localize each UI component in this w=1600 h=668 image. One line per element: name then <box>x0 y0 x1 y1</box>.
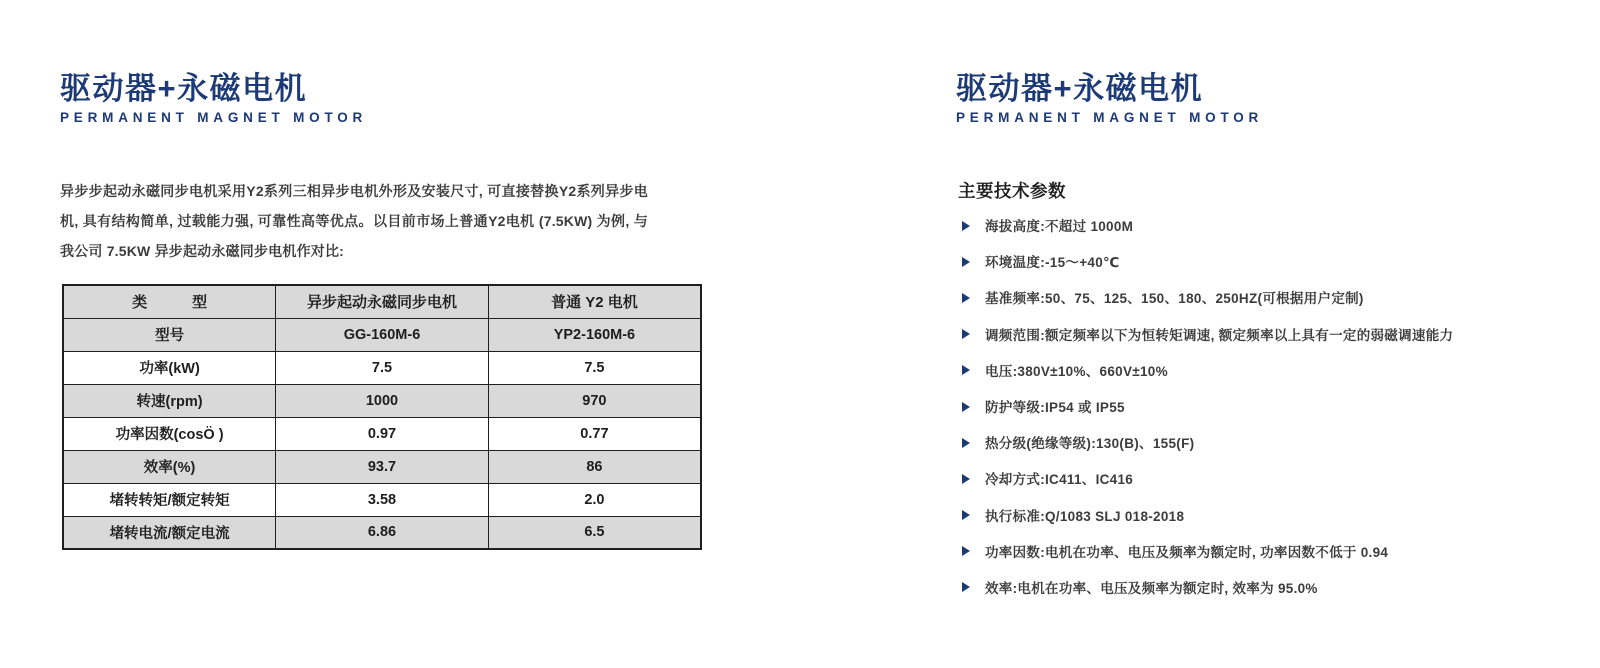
left-page-header <box>60 72 720 125</box>
triangle-bullet-icon <box>962 365 970 375</box>
spec-text: 基准频率:50、75、125、150、180、250HZ(可根据用户定制) <box>985 291 1364 307</box>
table-row <box>63 483 701 516</box>
left-page <box>60 71 720 542</box>
spec-text: 调频范围:额定频率以下为恒转矩调速, 额定频率以上具有一定的弱磁调速能力 <box>985 327 1454 343</box>
col-header-type: 类 型 <box>63 285 276 318</box>
pm-motor-value: GG-160M-6 <box>276 318 489 351</box>
y2-motor-value: 2.0 <box>488 483 701 516</box>
y2-motor-value: 86 <box>488 450 701 483</box>
triangle-bullet-icon <box>962 582 970 592</box>
spec-item <box>962 316 1582 352</box>
table-row <box>63 351 701 384</box>
triangle-bullet-icon <box>962 510 970 520</box>
pm-motor-value: 3.58 <box>276 483 489 516</box>
page-title: 驱动器+永磁电机 <box>60 71 308 106</box>
table-row <box>63 384 701 417</box>
y2-motor-value: 970 <box>488 384 701 417</box>
spec-text: 效率:电机在功率、电压及频率为额定时, 效率为 95.0% <box>985 580 1318 596</box>
triangle-bullet-icon <box>962 438 970 448</box>
page-subtitle: PERMANENT MAGNET MOTOR <box>956 110 1264 125</box>
right-page-header <box>956 72 1586 125</box>
y2-motor-value: 7.5 <box>488 351 701 384</box>
spec-item <box>962 497 1582 533</box>
table-row <box>63 450 701 483</box>
table-row <box>63 516 701 549</box>
row-label: 堵转电流/额定电流 <box>63 516 276 549</box>
table-row <box>63 318 701 351</box>
col-header-y2-motor: 普通 Y2 电机 <box>488 285 701 318</box>
table-row <box>63 417 701 450</box>
table-body <box>63 318 701 549</box>
spec-item <box>962 352 1582 388</box>
triangle-bullet-icon <box>962 546 970 556</box>
row-label: 转速(rpm) <box>63 384 276 417</box>
table-header-row <box>63 285 701 318</box>
spec-item <box>962 207 1582 243</box>
pm-motor-value: 1000 <box>276 384 489 417</box>
motor-comparison-table <box>62 284 702 550</box>
y2-motor-value: 6.5 <box>488 516 701 549</box>
spec-list <box>962 207 1582 605</box>
row-label: 型号 <box>63 318 276 351</box>
intro-paragraph: 异步步起动永磁同步电机采用Y2系列三相异步电机外形及安装尺寸, 可直接替换Y2系列异步电机, 具有结构简单, 过载能力强, 可靠性高等优点。以目前市场上普通Y2电机 (7.5KW) 为例, 与我公司 7.5KW 异步起动永磁同步电机作对比: <box>60 183 648 259</box>
row-label: 功率因数(cosÖ ) <box>63 417 276 450</box>
spec-text: 冷却方式:IC411、IC416 <box>985 472 1134 488</box>
pm-motor-value: 93.7 <box>276 450 489 483</box>
row-label: 功率(kW) <box>63 351 276 384</box>
spec-item <box>962 424 1582 460</box>
pm-motor-value: 0.97 <box>276 417 489 450</box>
triangle-bullet-icon <box>962 402 970 412</box>
page-subtitle: PERMANENT MAGNET MOTOR <box>60 110 368 125</box>
spec-text: 防护等级:IP54 或 IP55 <box>985 400 1125 416</box>
y2-motor-value: 0.77 <box>488 417 701 450</box>
pm-motor-value: 7.5 <box>276 351 489 384</box>
spec-text: 电压:380V±10%、660V±10% <box>985 363 1168 379</box>
page-title: 驱动器+永磁电机 <box>956 71 1204 106</box>
triangle-bullet-icon <box>962 329 970 339</box>
spec-text: 热分级(绝缘等级):130(B)、155(F) <box>985 436 1195 452</box>
triangle-bullet-icon <box>962 257 970 267</box>
spec-item <box>962 388 1582 424</box>
y2-motor-value: YP2-160M-6 <box>488 318 701 351</box>
spec-item <box>962 279 1582 315</box>
right-page <box>956 71 1586 596</box>
table-head <box>63 285 701 318</box>
row-label: 效率(%) <box>63 450 276 483</box>
triangle-bullet-icon <box>962 474 970 484</box>
spec-item <box>962 243 1582 279</box>
spec-text: 功率因数:电机在功率、电压及频率为额定时, 功率因数不低于 0.94 <box>985 544 1389 560</box>
spec-text: 海拔高度:不超过 1000M <box>985 219 1134 235</box>
triangle-bullet-icon <box>962 221 970 231</box>
row-label: 堵转转矩/额定转矩 <box>63 483 276 516</box>
triangle-bullet-icon <box>962 293 970 303</box>
col-header-pm-motor: 异步起动永磁同步电机 <box>276 285 489 318</box>
pm-motor-value: 6.86 <box>276 516 489 549</box>
spec-item <box>962 569 1582 605</box>
section-heading: 主要技术参数 <box>958 181 1066 201</box>
spec-item <box>962 533 1582 569</box>
spec-item <box>962 460 1582 496</box>
spec-text: 环境温度:-15～+40℃ <box>985 255 1120 271</box>
spec-text: 执行标准:Q/1083 SLJ 018-2018 <box>985 508 1185 524</box>
